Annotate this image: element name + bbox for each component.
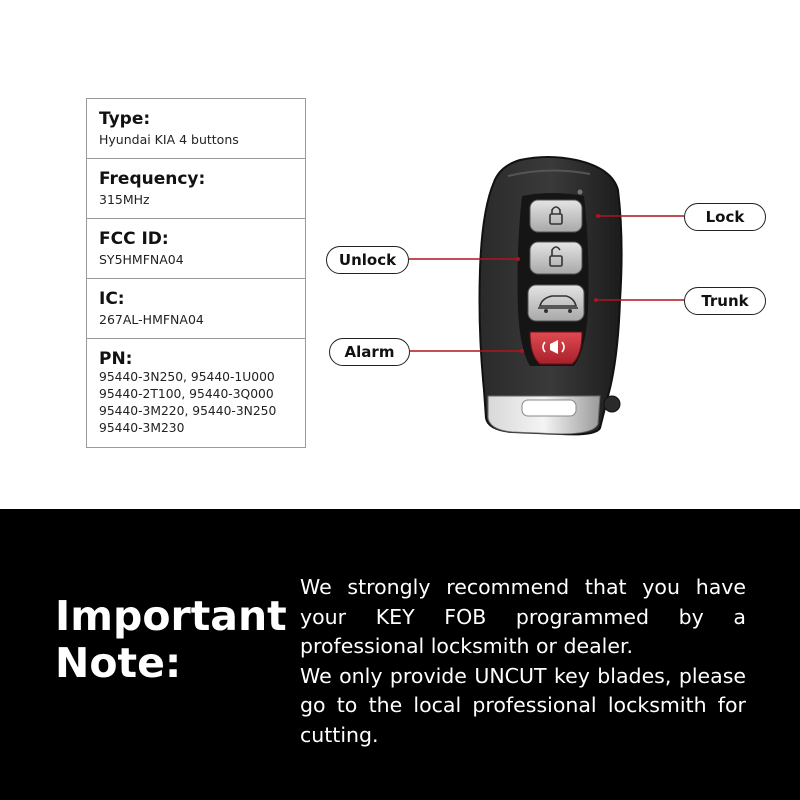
callout-trunk: Trunk bbox=[684, 287, 766, 315]
callout-unlock: Unlock bbox=[326, 246, 409, 274]
spec-value: 315MHz bbox=[99, 192, 150, 207]
lock-button bbox=[530, 200, 582, 232]
unlock-button bbox=[530, 242, 582, 274]
note-title bbox=[55, 593, 287, 687]
note-paragraph: We only provide UNCUT key blades, please go to the local professional locksmith for cutting. bbox=[300, 663, 746, 747]
spec-label: Type: bbox=[99, 109, 151, 129]
pn-line: 95440-2T100, 95440-3Q000 bbox=[99, 387, 274, 401]
trunk-button bbox=[528, 285, 584, 321]
note-paragraph: We strongly recommend that you have your KEY FOB programmed by a professional locksmith or dealer. bbox=[300, 575, 746, 658]
pn-line: 95440-3M230 bbox=[99, 421, 185, 435]
spec-value: 267AL-HMFNA04 bbox=[99, 312, 204, 327]
pn-line: 95440-3N250, 95440-1U000 bbox=[99, 370, 275, 384]
spec-value: Hyundai KIA 4 buttons bbox=[99, 132, 239, 147]
note-title-line2: Note: bbox=[55, 639, 182, 687]
alarm-button bbox=[530, 332, 582, 364]
callout-lock: Lock bbox=[684, 203, 766, 231]
note-body bbox=[300, 573, 746, 750]
spec-label: PN: bbox=[99, 349, 133, 369]
callout-alarm: Alarm bbox=[329, 338, 410, 366]
pn-line: 95440-3M220, 95440-3N250 bbox=[99, 404, 277, 418]
spec-value: SY5HMFNA04 bbox=[99, 252, 184, 267]
spec-label: Frequency: bbox=[99, 169, 206, 189]
spec-label: FCC ID: bbox=[99, 229, 169, 249]
spec-label: IC: bbox=[99, 289, 125, 309]
note-title-line1: Important bbox=[55, 592, 287, 640]
